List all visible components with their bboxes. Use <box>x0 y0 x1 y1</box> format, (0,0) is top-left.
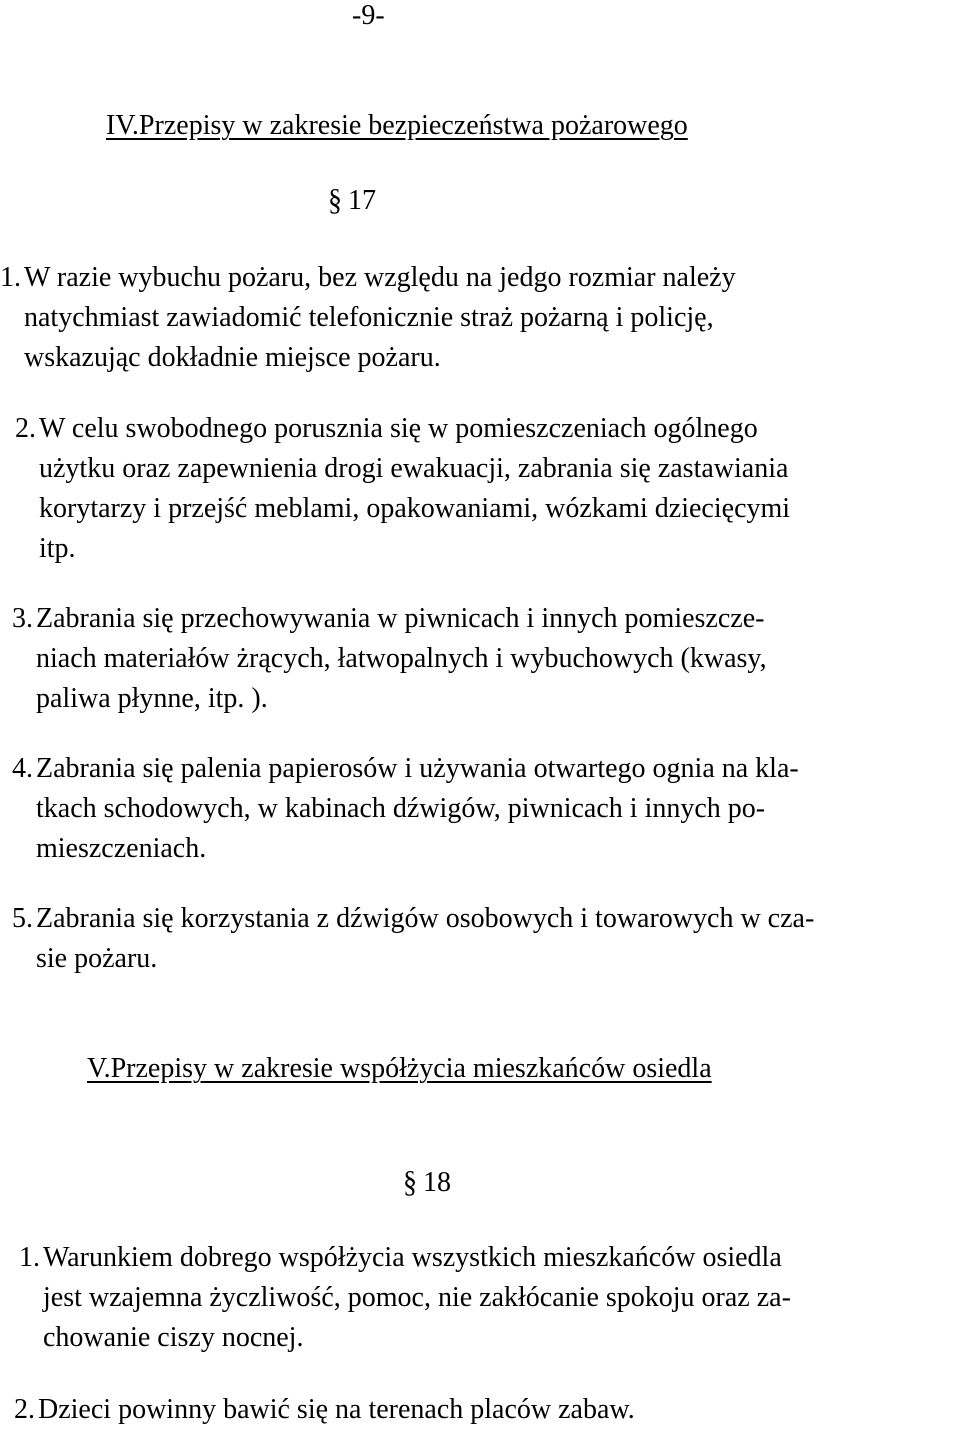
item-number: 1. <box>0 262 21 293</box>
item-line: jest wzajemna życzliwość, pomoc, nie zakłócanie spokoju oraz za- <box>43 1282 791 1313</box>
item-line: Zabrania się przechowywania w piwnicach i innych pomieszcze- <box>36 603 765 634</box>
item-line: wskazując dokładnie miejsce pożaru. <box>24 342 441 373</box>
paragraph-mark-18 <box>403 1163 451 1203</box>
item-number: 2. <box>15 413 36 444</box>
item-line: korytarzy i przejść meblami, opakowaniami, wózkami dziecięcymi <box>39 493 791 524</box>
paragraph-mark-17 <box>328 181 376 221</box>
item-number: 5. <box>12 903 33 934</box>
item-line: mieszczeniach. <box>36 833 207 864</box>
item-line: W razie wybuchu pożaru, bez względu na jedgo rozmiar należy <box>24 262 736 293</box>
item-line: Zabrania się palenia papierosów i używania otwartego ognia na kla- <box>36 753 799 784</box>
section-iv-heading: IV.Przepisy w zakresie bezpieczeństwa pożarowego <box>106 110 688 141</box>
section-sign-icon: § <box>403 1165 417 1200</box>
item-line: niach materiałów żrących, łatwopalnych i wybuchowych (kwasy, <box>36 643 767 674</box>
section-sign-icon: § <box>328 183 342 218</box>
item-line: użytku oraz zapewnienia drogi ewakuacji, zabrania się zastawiania <box>39 453 789 484</box>
page-number: -9- <box>352 0 385 31</box>
item-number: 4. <box>12 753 33 784</box>
item-line: natychmiast zawiadomić telefonicznie straż pożarną i policję, <box>24 302 714 333</box>
item-number: 3. <box>12 603 33 634</box>
item-line: Zabrania się korzystania z dźwigów osobowych i towarowych w cza- <box>36 903 815 934</box>
paragraph-number: 17 <box>348 185 376 216</box>
section-v-heading: V.Przepisy w zakresie współżycia mieszkańców osiedla <box>87 1053 712 1084</box>
item-line: itp. <box>39 533 76 564</box>
item-number: 1. <box>19 1242 40 1273</box>
item-line: paliwa płynne, itp. ). <box>36 683 268 714</box>
item-line: sie pożaru. <box>36 943 158 974</box>
item-line: chowanie ciszy nocnej. <box>43 1322 304 1353</box>
item-line: tkach schodowych, w kabinach dźwigów, piwnicach i innych po- <box>36 793 766 824</box>
item-number: 2. <box>14 1394 35 1425</box>
item-line: Dzieci powinny bawić się na terenach placów zabaw. <box>38 1394 635 1425</box>
paragraph-number: 18 <box>423 1167 451 1198</box>
item-line: W celu swobodnego porusznia się w pomieszczeniach ogólnego <box>39 413 758 444</box>
item-line: Warunkiem dobrego współżycia wszystkich mieszkańców osiedla <box>43 1242 782 1273</box>
